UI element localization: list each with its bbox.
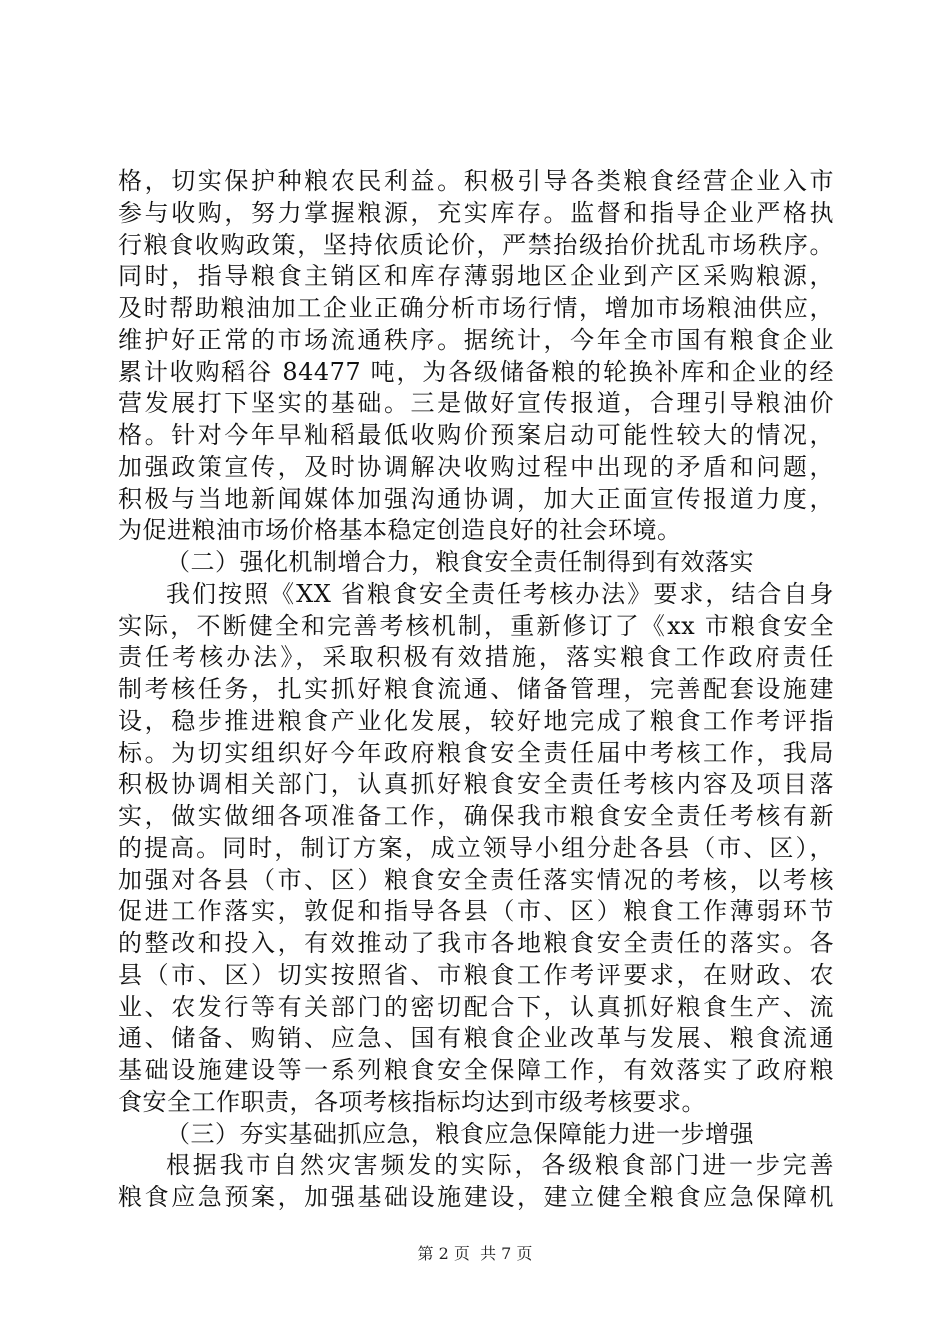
body-line-25: 的整改和投入，有效推动了我市各地粮食安全责任的落实。各: [118, 929, 834, 957]
document-body: [118, 166, 834, 1214]
body-line-15: 实际，不断健全和完善考核机制，重新修订了《xx 市粮食安全: [118, 611, 834, 640]
body-line-6: 维护好正常的市场流通秩序。据统计，今年全市国有粮食企业: [118, 325, 834, 354]
body-line-26: 县（市、区）切实按照省、市粮食工作考评要求，在财政、农: [118, 960, 834, 989]
body-line-3: 行粮食收购政策，坚持依质论价，严禁抬级抬价扰乱市场秩序。: [118, 230, 834, 259]
body-line-1: 格，切实保护种粮农民利益。积极引导各类粮食经营企业入市: [118, 167, 834, 195]
body-line-9: 格。针对今年早籼稻最低收购价预案启动可能性较大的情况，: [118, 421, 834, 449]
body-line-20: 积极协调相关部门，认真抓好粮食安全责任考核内容及项目落: [118, 770, 834, 799]
body-line-22: 的提高。同时，制订方案，成立领导小组分赴各县（市、区），: [118, 833, 834, 862]
section-heading-2: （二）强化机制增合力，粮食安全责任制得到有效落实: [166, 548, 754, 576]
body-line-5: 及时帮助粮油加工企业正确分析市场行情，增加市场粮油供应，: [118, 294, 834, 322]
body-line-28: 通、储备、购销、应急、国有粮食企业改革与发展、粮食流通: [118, 1024, 834, 1053]
body-line-27: 业、农发行等有关部门的密切配合下，认真抓好粮食生产、流: [118, 992, 834, 1021]
body-line-29: 基础设施建设等一系列粮食安全保障工作，有效落实了政府粮: [118, 1056, 834, 1084]
body-line-8: 营发展打下坚实的基础。三是做好宣传报道，合理引导粮油价: [118, 389, 834, 418]
body-line-7: 累计收购稻谷 84477 吨，为各级储备粮的轮换补库和企业的经: [118, 357, 834, 386]
body-line-10: 加强政策宣传，及时协调解决收购过程中出现的矛盾和问题，: [118, 452, 834, 481]
body-line-12: 为促进粮油市场价格基本稳定创造良好的社会环境。: [118, 516, 682, 545]
body-line-2: 参与收购，努力掌握粮源，充实库存。监督和指导企业严格执: [118, 198, 834, 227]
page-footer: 第 2 页 共 7 页: [417, 1244, 533, 1263]
body-line-24: 促进工作落实，敦促和指导各县（市、区）粮食工作薄弱环节: [118, 897, 834, 926]
body-line-18: 设，稳步推进粮食产业化发展，较好地完成了粮食工作考评指: [118, 706, 834, 735]
section-heading-3: （三）夯实基础抓应急，粮食应急保障能力进一步增强: [166, 1119, 754, 1148]
body-line-14: 我们按照《XX 省粮食安全责任考核办法》要求，结合自身: [166, 579, 834, 608]
body-line-21: 实，做实做细各项准备工作，确保我市粮食安全责任考核有新: [118, 802, 834, 830]
body-line-4: 同时，指导粮食主销区和库存薄弱地区企业到产区采购粮源，: [118, 262, 834, 291]
body-line-16: 责任考核办法》，采取积极有效措施，落实粮食工作政府责任: [118, 643, 834, 672]
body-line-23: 加强对各县（市、区）粮食安全责任落实情况的考核，以考核: [118, 865, 834, 894]
body-line-11: 积极与当地新闻媒体加强沟通协调，加大正面宣传报道力度，: [118, 484, 834, 513]
body-line-33: 粮食应急预案，加强基础设施建设，建立健全粮食应急保障机: [118, 1183, 834, 1211]
body-line-30: 食安全工作职责，各项考核指标均达到市级考核要求。: [118, 1087, 706, 1116]
body-line-32: 根据我市自然灾害频发的实际，各级粮食部门进一步完善: [166, 1151, 834, 1180]
body-line-19: 标。为切实组织好今年政府粮食安全责任届中考核工作，我局: [118, 738, 834, 767]
body-line-17: 制考核任务，扎实抓好粮食流通、储备管理，完善配套设施建: [118, 675, 834, 703]
